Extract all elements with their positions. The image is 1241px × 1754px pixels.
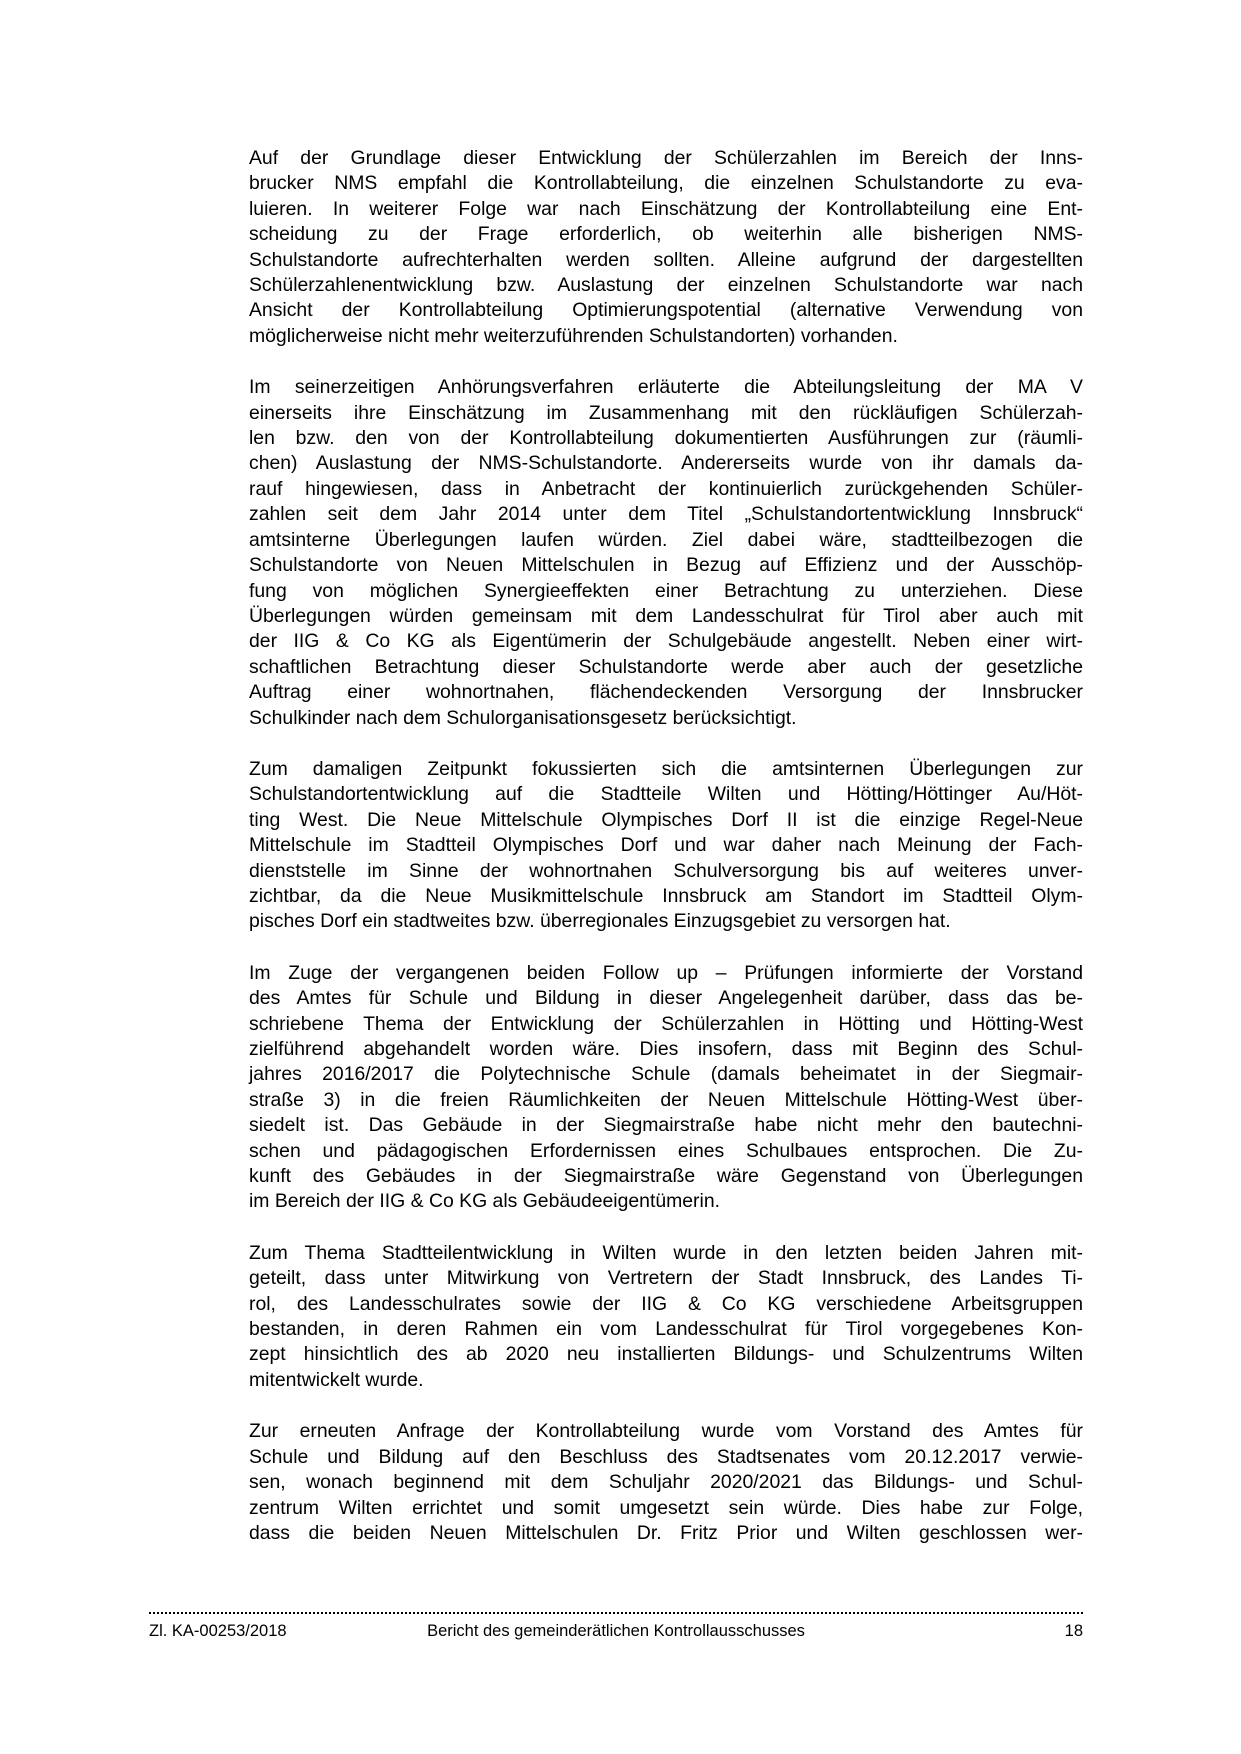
text-line: siedelt ist. Das Gebäude in der Siegmairstraße habe nicht mehr den bautechni- — [249, 1114, 1083, 1137]
text-line: scheidung zu der Frage erforderlich, ob weiterhin alle bisherigen NMS- — [249, 223, 1083, 246]
text-line: dienststelle im Sinne der wohnortnahen Schulversorgung bis auf weiteres unver- — [249, 859, 1083, 882]
text-line: bestanden, in deren Rahmen ein vom Landesschulrat für Tirol vorgegebenes Kon- — [249, 1318, 1083, 1341]
text-line: fung von möglichen Synergieeffekten einer Betrachtung zu unterziehen. Diese — [249, 579, 1083, 602]
paragraph-recommendation — [249, 146, 1083, 349]
text-line: der IIG & Co KG als Eigentümerin der Schulgebäude angestellt. Neben einer wirt- — [249, 630, 1083, 653]
text-line: Überlegungen würden gemeinsam mit dem Landesschulrat für Tirol aber auch mit — [249, 604, 1083, 627]
text-line: des Amtes für Schule und Bildung in dieser Angelegenheit darüber, dass das be- — [249, 987, 1083, 1010]
text-line: chen) Auslastung der NMS-Schulstandorte. Andererseits wurde von ihr damals da- — [249, 452, 1083, 475]
text-line: sen, wonach beginnend mit dem Schuljahr 2020/2021 das Bildungs- und Schul- — [249, 1471, 1083, 1494]
text-line: rauf hingewiesen, dass in Anbetracht der kontinuierlich zurückgehenden Schüler- — [249, 477, 1083, 500]
text-line: len bzw. den von der Kontrollabteilung dokumentierten Ausführungen zur (räumli- — [249, 427, 1083, 450]
text-line: mitentwickelt wurde. — [249, 1368, 424, 1391]
text-line: jahres 2016/2017 die Polytechnische Schule (damals beheimatet in der Siegmair- — [249, 1063, 1083, 1086]
text-line: rol, des Landesschulrates sowie der IIG & Co KG verschiedene Arbeitsgruppen — [249, 1292, 1083, 1315]
text-line: zichtbar, da die Neue Musikmittelschule Innsbruck am Standort im Stadtteil Olym- — [249, 884, 1083, 907]
text-line: straße 3) in die freien Räumlichkeiten der Neuen Mittelschule Hötting-West über- — [249, 1088, 1083, 1111]
text-line: Zur erneuten Anfrage der Kontrollabteilung wurde vom Vorstand des Amtes für — [249, 1420, 1083, 1443]
text-line: schen und pädagogischen Erfordernissen eines Schulbaues entsprochen. Die Zu- — [249, 1139, 1083, 1162]
report-body — [249, 146, 1083, 1572]
text-line: Schulstandorte aufrechterhalten werden sollten. Alleine aufgrund der dargestellten — [249, 248, 1083, 271]
text-line: Im Zuge der vergangenen beiden Follow up – Prüfungen informierte der Vorstand — [249, 961, 1083, 984]
paragraph-follow-up — [249, 961, 1083, 1215]
text-line: Auftrag einer wohnortnahen, flächendeckenden Versorgung der Innsbrucker — [249, 681, 1083, 704]
text-line: ting West. Die Neue Mittelschule Olympisches Dorf II ist die einzige Regel-Neue — [249, 808, 1083, 831]
paragraph-wilten-development — [249, 1241, 1083, 1393]
text-line: Schülerzahlenentwicklung bzw. Auslastung der einzelnen Schulstandorte war nach — [249, 274, 1083, 297]
text-line: zielführend abgehandelt worden wäre. Dies insofern, dass mit Beginn des Schul- — [249, 1038, 1083, 1060]
text-line: Ansicht der Kontrollabteilung Optimierungspotential (alternative Verwendung von — [249, 299, 1083, 322]
text-line: zahlen seit dem Jahr 2014 unter dem Titel „Schulstandortentwicklung Innsbruck“ — [249, 503, 1083, 526]
footer-reference-number: Zl. KA-00253/2018 — [149, 1622, 287, 1640]
text-line: zentrum Wilten errichtet und somit umgesetzt sein würde. Dies habe zur Folge, — [249, 1496, 1083, 1519]
text-line: im Bereich der IIG & Co KG als Gebäudeeigentümerin. — [249, 1190, 720, 1213]
text-line: einerseits ihre Einschätzung im Zusammenhang mit den rückläufigen Schülerzah- — [249, 401, 1083, 424]
text-line: Im seinerzeitigen Anhörungsverfahren erläuterte die Abteilungsleitung der MA V — [249, 376, 1083, 399]
text-line: pisches Dorf ein stadtweites bzw. überregionales Einzugsgebiet zu versorgen hat. — [249, 910, 951, 933]
text-line: Schule und Bildung auf den Beschluss des Stadtsenates vom 20.12.2017 verwie- — [249, 1445, 1083, 1468]
text-line: zept hinsichtlich des ab 2020 neu installierten Bildungs- und Schulzentrums Wilten — [249, 1343, 1083, 1366]
text-line: luieren. In weiterer Folge war nach Einschätzung der Kontrollabteilung eine Ent- — [249, 197, 1083, 220]
text-line: schriebene Thema der Entwicklung der Schülerzahlen in Hötting und Hötting-West — [249, 1012, 1083, 1035]
paragraph-focus-districts — [249, 757, 1083, 935]
page-number: 18 — [1064, 1622, 1083, 1640]
text-line: Mittelschule im Stadtteil Olympisches Dorf und war daher nach Meinung der Fach- — [249, 834, 1083, 857]
text-line: Schulkinder nach dem Schulorganisationsgesetz berücksichtigt. — [249, 706, 797, 729]
text-line: kunft des Gebäudes in der Siegmairstraße wäre Gegenstand von Überlegungen — [249, 1165, 1083, 1188]
page-footer — [149, 1620, 1083, 1644]
paragraph-senate-decision — [249, 1419, 1083, 1546]
text-line: möglicherweise nicht mehr weiterzuführenden Schulstandorten) vorhanden. — [249, 324, 898, 347]
text-line: amtsinterne Überlegungen laufen würden. Ziel dabei wäre, stadtteilbezogen die — [249, 528, 1083, 551]
text-line: Auf der Grundlage dieser Entwicklung der Schülerzahlen im Bereich der Inns- — [249, 147, 1083, 169]
text-line: Schulstandortentwicklung auf die Stadtteile Wilten und Hötting/Höttinger Au/Höt- — [249, 783, 1083, 806]
text-line: dass die beiden Neuen Mittelschulen Dr. Fritz Prior und Wilten geschlossen wer- — [249, 1521, 1083, 1544]
footer-divider — [149, 1612, 1083, 1614]
text-line: Zum Thema Stadtteilentwicklung in Wilten wurde in den letzten beiden Jahren mit- — [249, 1241, 1083, 1264]
text-line: Schulstandorte von Neuen Mittelschulen in Bezug auf Effizienz und der Ausschöp- — [249, 554, 1083, 577]
text-line: Zum damaligen Zeitpunkt fokussierten sich die amtsinternen Überlegungen zur — [249, 757, 1083, 780]
text-line: brucker NMS empfahl die Kontrollabteilung, die einzelnen Schulstandorte zu eva- — [249, 172, 1083, 195]
paragraph-hearing — [249, 375, 1083, 731]
text-line: schaftlichen Betrachtung dieser Schulstandorte werde aber auch der gesetzliche — [249, 655, 1083, 678]
text-line: geteilt, dass unter Mitwirkung von Vertretern der Stadt Innsbruck, des Landes Ti- — [249, 1267, 1083, 1290]
footer-report-title: Bericht des gemeinderätlichen Kontrollausschusses — [427, 1622, 805, 1640]
